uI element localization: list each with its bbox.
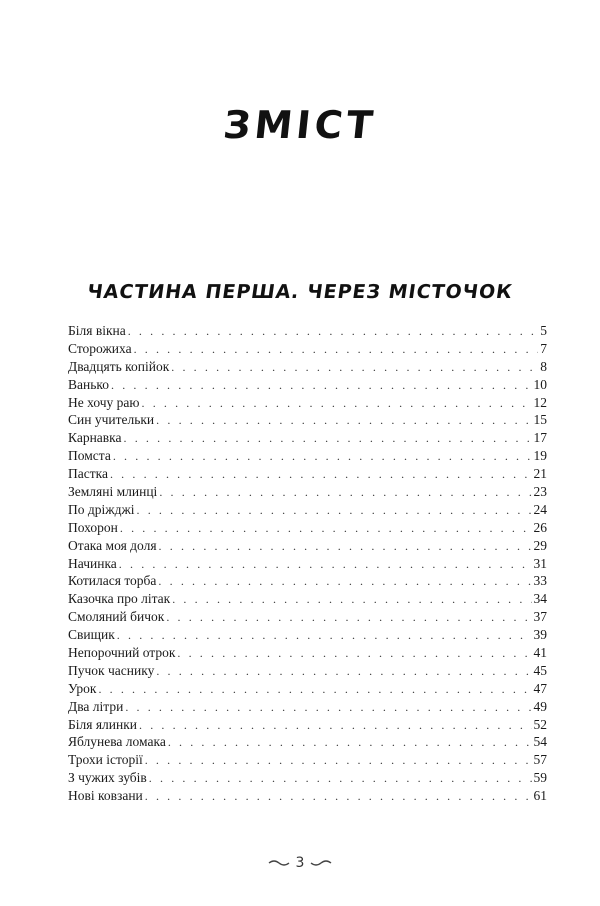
toc-entry[interactable] bbox=[68, 626, 547, 644]
toc-leader-dots bbox=[159, 538, 532, 556]
toc-entry-title: Отака моя доля bbox=[68, 537, 157, 553]
toc-leader-dots bbox=[172, 591, 531, 609]
toc-entry-page: 54 bbox=[533, 734, 547, 750]
toc-entry-title: Біля вікна bbox=[68, 323, 126, 338]
toc-entry-page: 61 bbox=[533, 788, 547, 804]
toc-entry[interactable] bbox=[68, 608, 547, 626]
toc-leader-dots bbox=[125, 699, 531, 717]
toc-entry-title: Трохи історії bbox=[68, 752, 143, 768]
toc-leader-dots bbox=[145, 752, 532, 770]
toc-entry-page: 31 bbox=[533, 555, 547, 571]
toc-entry[interactable] bbox=[68, 716, 547, 734]
toc-entry[interactable] bbox=[68, 555, 547, 573]
toc-entry-title: Непорочний отрок bbox=[68, 645, 176, 661]
toc-entry[interactable] bbox=[68, 411, 547, 429]
toc-entry-page: 12 bbox=[533, 394, 547, 410]
toc-entry-title: Нові ковзани bbox=[68, 788, 143, 804]
toc-entry[interactable] bbox=[68, 733, 547, 751]
toc-entry[interactable] bbox=[68, 358, 547, 376]
toc-entry[interactable] bbox=[68, 394, 547, 412]
toc-entry-title: Урок bbox=[68, 680, 97, 696]
toc-entry-title: Начинка bbox=[68, 555, 117, 571]
toc-entry-page: 57 bbox=[533, 752, 547, 768]
toc-entry-page: 10 bbox=[533, 376, 547, 392]
toc-entry[interactable] bbox=[68, 501, 547, 519]
toc-entry-page: 29 bbox=[533, 537, 547, 553]
toc-entry-page: 15 bbox=[533, 412, 547, 428]
toc-entry-page: 45 bbox=[533, 662, 547, 678]
toc-leader-dots bbox=[159, 484, 531, 502]
page-footer bbox=[0, 855, 600, 871]
toc-leader-dots bbox=[166, 609, 531, 627]
toc-entry-title: Помста bbox=[68, 448, 111, 464]
toc-entry[interactable] bbox=[68, 572, 547, 590]
toc-entry-page: 8 bbox=[540, 358, 547, 374]
toc-entry[interactable] bbox=[68, 429, 547, 447]
toc-entry-page: 19 bbox=[533, 448, 547, 464]
toc-entry-page: 5 bbox=[540, 323, 547, 338]
toc-entry[interactable] bbox=[68, 680, 547, 698]
toc-entry-title: Котилася торба bbox=[68, 573, 157, 589]
toc-entry-title: Яблунева ломака bbox=[68, 734, 166, 750]
toc-leader-dots bbox=[145, 788, 532, 806]
table-of-contents bbox=[68, 322, 547, 805]
toc-entry-page: 37 bbox=[533, 609, 547, 625]
toc-entry-title: Не хочу раю bbox=[68, 394, 140, 410]
toc-leader-dots bbox=[156, 663, 531, 681]
toc-entry-title: Два літри bbox=[68, 698, 124, 714]
toc-leader-dots bbox=[177, 645, 531, 663]
toc-leader-dots bbox=[98, 681, 531, 699]
toc-leader-dots bbox=[149, 770, 532, 788]
toc-entry[interactable] bbox=[68, 590, 547, 608]
toc-leader-dots bbox=[119, 556, 532, 574]
toc-entry[interactable] bbox=[68, 769, 547, 787]
left-ornament-icon bbox=[268, 858, 290, 868]
toc-leader-dots bbox=[137, 502, 532, 520]
toc-entry-page: 59 bbox=[533, 770, 547, 786]
toc-entry-page: 47 bbox=[533, 680, 547, 696]
toc-entry[interactable] bbox=[68, 465, 547, 483]
toc-entry-page: 39 bbox=[533, 627, 547, 643]
toc-entry-title: Біля ялинки bbox=[68, 716, 138, 732]
toc-entry-page: 24 bbox=[533, 501, 547, 517]
toc-leader-dots bbox=[113, 448, 532, 466]
toc-entry-page: 17 bbox=[533, 430, 547, 446]
page-title: ЗМІСТ bbox=[221, 103, 379, 147]
toc-entry-title: Сторожиха bbox=[68, 340, 132, 356]
toc-leader-dots bbox=[171, 359, 538, 377]
toc-entry[interactable] bbox=[68, 447, 547, 465]
toc-entry[interactable] bbox=[68, 787, 547, 805]
toc-entry-page: 23 bbox=[533, 484, 547, 500]
toc-entry-page: 49 bbox=[533, 698, 547, 714]
toc-leader-dots bbox=[139, 717, 531, 735]
toc-entry-title: Карнавка bbox=[68, 430, 122, 446]
toc-entry-title: Казочка про літак bbox=[68, 591, 171, 607]
right-ornament-icon bbox=[310, 858, 332, 868]
toc-leader-dots bbox=[120, 520, 532, 538]
toc-entry-title: Смоляний бичок bbox=[68, 609, 165, 625]
toc-entry-page: 34 bbox=[533, 591, 547, 607]
toc-entry[interactable] bbox=[68, 519, 547, 537]
toc-leader-dots bbox=[117, 627, 532, 645]
toc-entry-title: З чужих зубів bbox=[68, 770, 147, 786]
toc-leader-dots bbox=[110, 466, 532, 484]
toc-entry[interactable] bbox=[68, 644, 547, 662]
toc-entry-title: Ванько bbox=[68, 376, 110, 392]
toc-leader-dots bbox=[168, 734, 532, 752]
toc-entry-page: 33 bbox=[533, 573, 547, 589]
toc-entry-title: По дріжджі bbox=[68, 501, 135, 517]
toc-leader-dots bbox=[156, 412, 531, 430]
toc-leader-dots bbox=[128, 323, 539, 341]
toc-entry-page: 41 bbox=[533, 645, 547, 661]
toc-entry-title: Свищик bbox=[68, 627, 115, 643]
toc-entry-title: Пучок часнику bbox=[68, 662, 155, 678]
toc-entry[interactable] bbox=[68, 340, 547, 358]
toc-entry[interactable] bbox=[68, 662, 547, 680]
toc-entry[interactable] bbox=[68, 376, 547, 394]
toc-entry[interactable] bbox=[68, 537, 547, 555]
toc-entry[interactable] bbox=[68, 483, 547, 501]
toc-entry-page: 21 bbox=[533, 466, 547, 482]
toc-leader-dots bbox=[142, 395, 532, 413]
page-number: 3 bbox=[295, 855, 305, 871]
toc-entry[interactable] bbox=[68, 322, 547, 340]
toc-entry-page: 52 bbox=[533, 716, 547, 732]
toc-entry-title: Син учительки bbox=[68, 412, 155, 428]
toc-leader-dots bbox=[124, 430, 532, 448]
toc-entry-page: 7 bbox=[540, 340, 547, 356]
toc-leader-dots bbox=[134, 341, 539, 359]
toc-entry[interactable] bbox=[68, 751, 547, 769]
part-heading: ЧАСТИНА ПЕРША. ЧЕРЕЗ МІСТОЧОК bbox=[85, 281, 515, 303]
toc-leader-dots bbox=[111, 377, 531, 395]
toc-leader-dots bbox=[158, 573, 531, 591]
toc-entry-title: Пастка bbox=[68, 466, 108, 482]
toc-entry-title: Земляні млинці bbox=[68, 484, 158, 500]
toc-entry-title: Похорон bbox=[68, 519, 118, 535]
toc-entry[interactable] bbox=[68, 698, 547, 716]
toc-entry-page: 26 bbox=[533, 519, 547, 535]
toc-entry-title: Двадцять копійок bbox=[68, 358, 170, 374]
